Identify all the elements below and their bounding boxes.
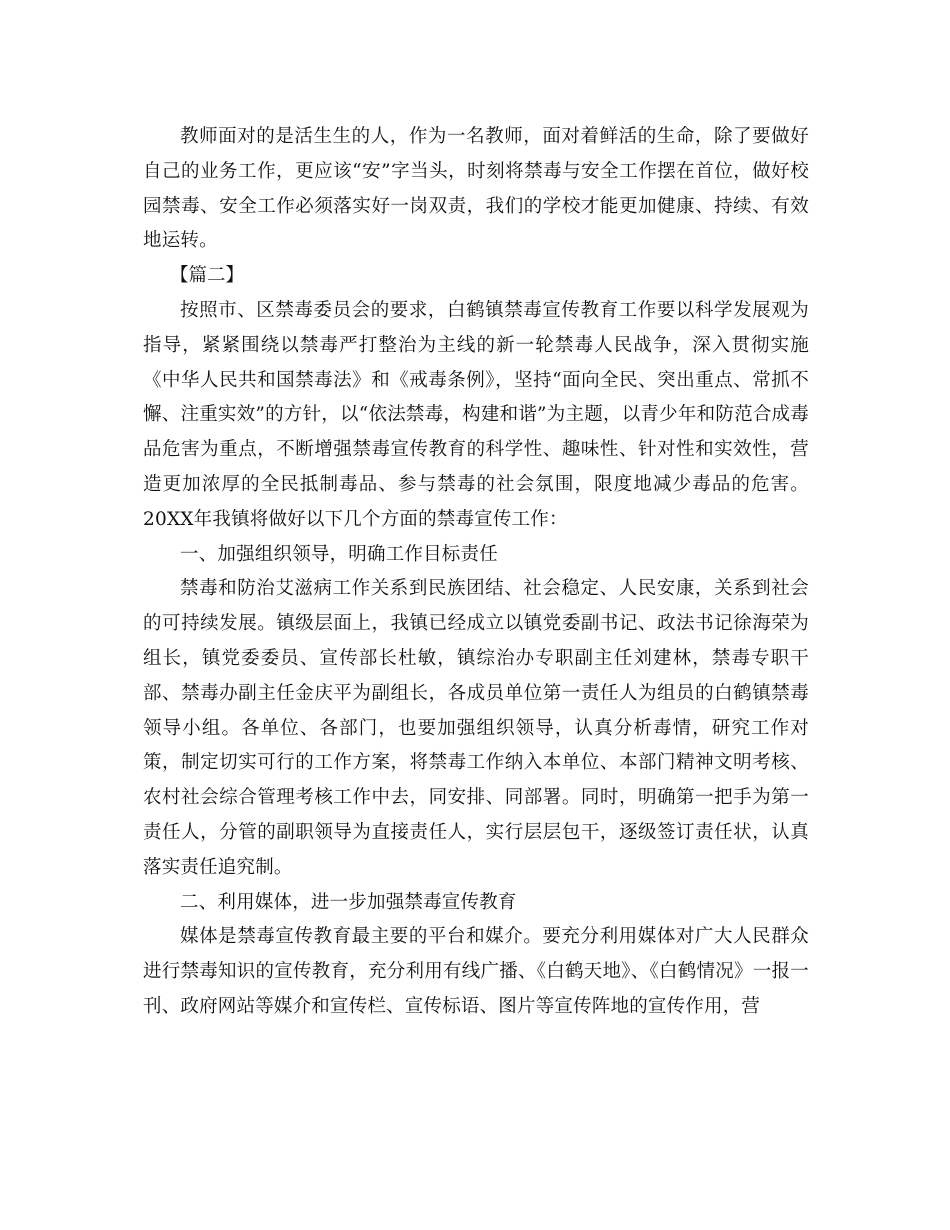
paragraph-intro-drug-education: 按照市、区禁毒委员会的要求，白鹤镇禁毒宣传教育工作要以科学发展观为指导，紧紧围绕以禁毒严打整治为主线的新一轮禁毒人民战争，深入贯彻实施《中华人民共和国禁毒法》和《戒毒条例》，坚持“面向全民、突出重点、常抓不懈、注重实效”的方针，以“依法禁毒，构建和谐”为主题，以青少年和防范合成毒品危害为重点，不断增强禁毒宣传教育的科学性、趣味性、针对性和实效性，营造更加浓厚的全民抵制毒品、参与禁毒的社会氛围，限度地减少毒品的危害。20XX年我镇将做好以下几个方面的禁毒宣传工作： bbox=[143, 299, 809, 530]
paragraph-teacher-safety: 教师面对的是活生生的人，作为一名教师，面对着鲜活的生命，除了要做好自己的业务工作，更应该“安”字当头，时刻将禁毒与安全工作摆在首位，做好校园禁毒、安全工作必须落实好一岗双责，我们的学校才能更加健康、持续、有效地运转。 bbox=[143, 126, 809, 252]
heading-section-one: 一、加强组织领导，明确工作目标责任 bbox=[180, 543, 498, 565]
paragraph-organization-leadership: 禁毒和防治艾滋病工作关系到民族团结、社会稳定、人民安康，关系到社会的可持续发展。镇级层面上，我镇已经成立以镇党委副书记、政法书记徐海荣为组长，镇党委委员、宣传部长杜敏，镇综治办专职副主任刘建林，禁毒专职干部、禁毒办副主任金庆平为副组长，各成员单位第一责任人为组员的白鹤镇禁毒领导小组。各单位、各部门，也要加强组织领导，认真分析毒情，研究工作对策，制定切实可行的工作方案，将禁毒工作纳入本单位、本部门精神文明考核、农村社会综合管理考核工作中去，同安排、同部署。同时，明确第一把手为第一责任人，分管的副职领导为直接责任人，实行层层包干，逐级签订责任状，认真落实责任追究制。 bbox=[143, 578, 809, 878]
paragraph-media-publicity: 媒体是禁毒宣传教育最主要的平台和媒介。要充分利用媒体对广大人民群众进行禁毒知识的宣传教育，充分利用有线广播、《白鹤天地》、《白鹤情况》一报一刊、政府网站等媒介和宣传栏、宣传标语、图片等宣传阵地的宣传作用，营 bbox=[143, 926, 809, 1017]
heading-section-two: 二、利用媒体，进一步加强禁毒宣传教育 bbox=[180, 891, 517, 913]
document-body bbox=[143, 120, 809, 1025]
section-label-part-two: 【篇二】 bbox=[170, 265, 245, 287]
